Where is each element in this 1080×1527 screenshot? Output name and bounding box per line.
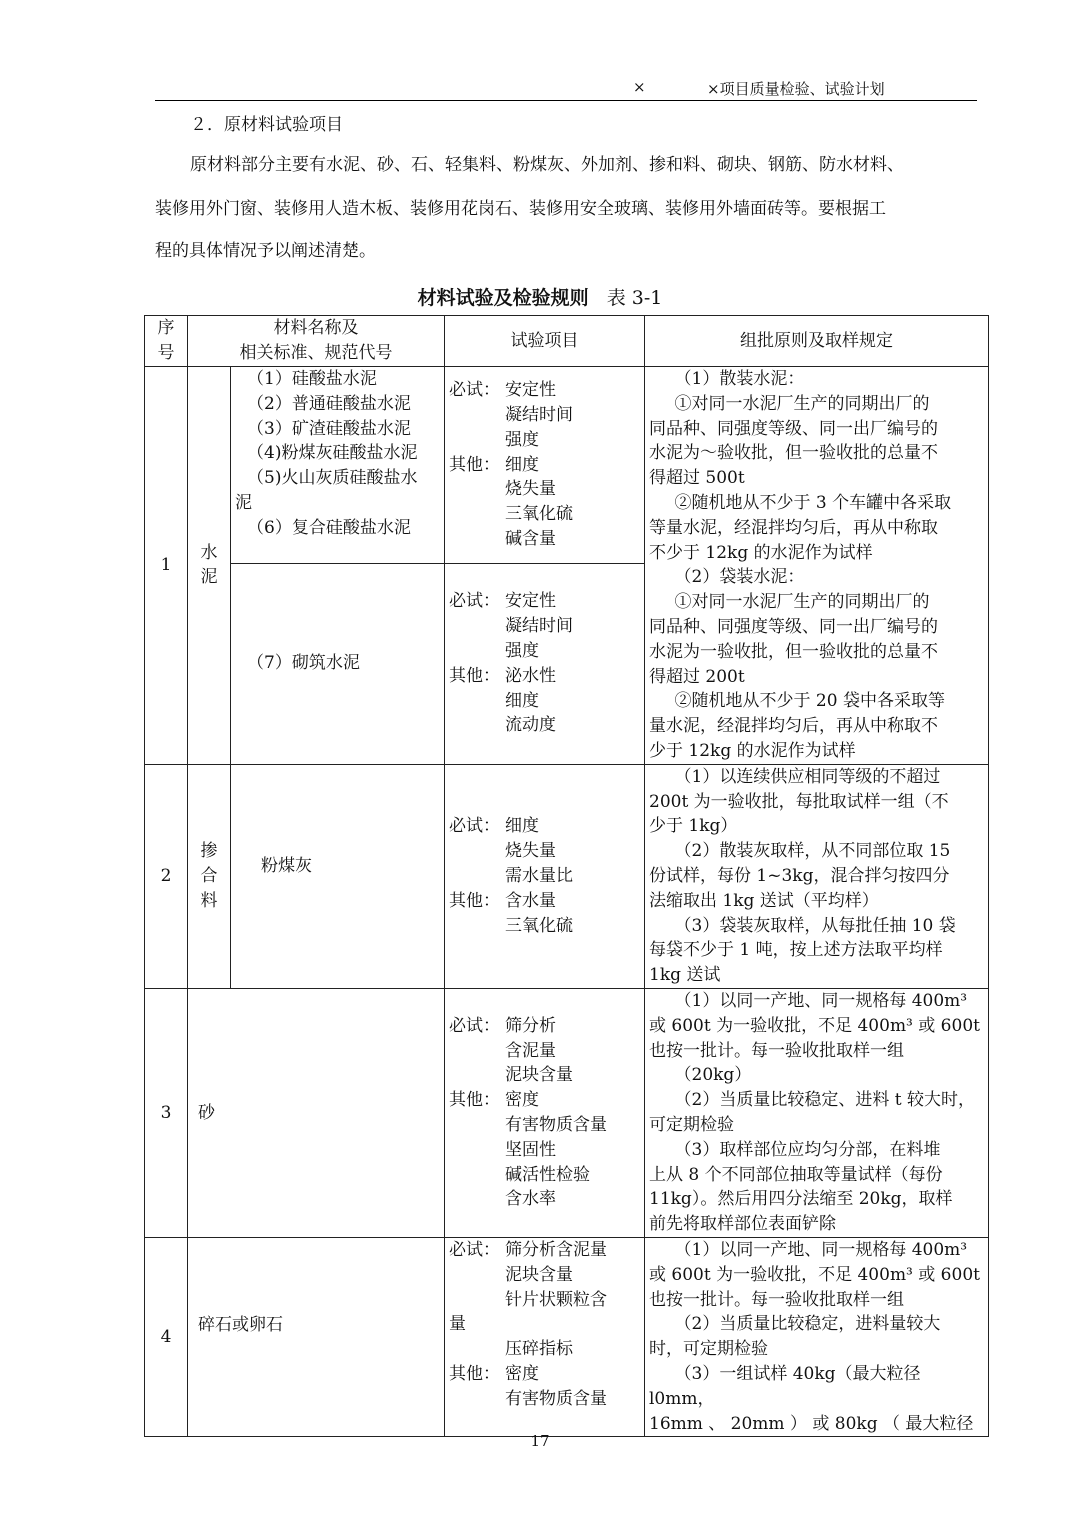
intro-line-3: 程的具体情况予以阐述清楚。 (155, 241, 376, 261)
other-test-group (449, 889, 640, 939)
text-line: 可定期检验 (649, 1114, 734, 1135)
other-test-group (449, 664, 640, 738)
row1-category (188, 367, 231, 765)
must-label: 必试： (449, 1239, 500, 1260)
text-line: （5)火山灰质硅酸盐水 (247, 468, 418, 489)
text-line: 烧失量 (505, 479, 556, 500)
text-line: 每袋不少于 1 吨，按上述方法取平均样 (649, 940, 943, 961)
text-line: 时，可定期检验 (649, 1339, 768, 1360)
row4-rules (645, 1237, 989, 1436)
header-name-line-1: 材料名称及 (273, 318, 359, 339)
row2-tests (445, 764, 645, 988)
text-line: （20kg） (674, 1065, 752, 1086)
text-line: 含泥量 (505, 1040, 556, 1061)
text-lines (505, 664, 640, 738)
text-line: 份试样，每份 1~3kg，混合拌匀按四分 (649, 865, 950, 886)
text-line: 得超过 500t (649, 468, 745, 489)
page-header (155, 78, 977, 101)
header-title: ×项目质量检验、试验计划 (707, 80, 885, 98)
text-line: 泥 (235, 492, 252, 513)
text-lines (235, 367, 440, 541)
row3-name (188, 988, 445, 1237)
text-line: 11kg）。然后用四分法缩至 20kg，取样 (649, 1189, 953, 1210)
text-line: （1）以同一产地、同一规格每 400m³ (674, 990, 968, 1011)
must-label: 必试： (449, 591, 500, 612)
text-line: 或 600t 为一验收批，不足 400m³ 或 600t (649, 1264, 980, 1285)
must-test-group (449, 378, 640, 452)
text-line: 泌水性 (505, 665, 556, 686)
must-test-group (449, 814, 640, 888)
row2-category-char-1: 掺 (200, 841, 218, 862)
row2-name (231, 764, 445, 988)
text-line: 有害物质含量 (505, 1388, 607, 1409)
must-label: 必试： (449, 1015, 500, 1036)
text-lines (649, 367, 984, 764)
row1-sub1-tests (445, 367, 645, 564)
must-label: 必试： (449, 380, 500, 401)
text-lines (505, 889, 640, 939)
text-line: 密度 (505, 1363, 539, 1384)
header-seq-line-2: 号 (157, 343, 175, 363)
text-line: 或 600t 为一验收批，不足 400m³ 或 600t (649, 1015, 980, 1036)
other-label: 其他： (449, 454, 500, 475)
text-line: 含水量 (505, 890, 556, 911)
text-line: 细度 (505, 690, 539, 711)
row1-seq: 1 (145, 367, 188, 765)
text-line: 同品种、同强度等级、同一出厂编号的 (649, 418, 938, 439)
text-line: 需水量比 (505, 865, 573, 886)
text-line: 1kg 送试 (649, 965, 721, 986)
text-lines (649, 1238, 984, 1436)
text-line: （1）硅酸盐水泥 (247, 369, 377, 389)
text-line: 细度 (505, 816, 539, 837)
row1-sub2-name (231, 563, 445, 764)
text-lines (505, 1238, 640, 1312)
text-line: ①对同一水泥厂生产的同期出厂的 (674, 393, 930, 414)
must-test-group (449, 1238, 640, 1312)
text-line: 筛分析含泥量 (505, 1239, 607, 1260)
text-line: 细度 (505, 454, 539, 475)
text-line: 安定性 (505, 591, 556, 612)
section-title: ２．原材料试验项目 (190, 115, 343, 135)
text-line: 坚固性 (505, 1139, 556, 1160)
row1-sub1-names (231, 367, 445, 564)
text-line: 前先将取样部位表面铲除 (649, 1214, 836, 1235)
header-seq-line-1: 序 (157, 318, 175, 339)
other-label: 其他： (449, 665, 500, 686)
header-name-line-2: 相关标准、规范代号 (239, 343, 393, 363)
row4-name (188, 1237, 445, 1436)
text-line: 等量水泥，经混拌均匀后，再从中称取 (649, 517, 938, 538)
text-line: 泥块含量 (505, 1065, 573, 1086)
text-lines (649, 765, 984, 988)
table-title: 材料试验及检验规则 (417, 287, 589, 309)
text-line: （2）当质量比较稳定，进料量较大 (674, 1314, 941, 1335)
text-line: 同品种、同强度等级、同一出厂编号的 (649, 616, 938, 637)
text-line: ②随机地从不少于 3 个车罐中各采取 (674, 492, 952, 513)
header-test-items: 试验项目 (445, 316, 645, 367)
row3-seq: 3 (145, 988, 188, 1237)
intro-line-2: 装修用外门窗、装修用人造木板、装修用花岗石、装修用安全玻璃、装修用外墙面砖等。要根据工 (155, 199, 886, 219)
row2-category-char-3: 料 (200, 890, 218, 911)
text-line: 凝结时间 (505, 616, 573, 637)
text-lines (505, 814, 640, 888)
row2-category (188, 764, 231, 988)
text-line: （1）以同一产地、同一规格每 400m³ (674, 1239, 968, 1260)
row4-seq: 4 (145, 1237, 188, 1436)
intro-line-1: 原材料部分主要有水泥、砂、石、轻集料、粉煤灰、外加剂、掺和料、砌块、钢筋、防水材料、 (190, 155, 904, 175)
text-line: （6）复合硅酸盐水泥 (247, 517, 411, 538)
text-line: 流动度 (505, 715, 556, 736)
row1-category-char-1: 水 (200, 542, 218, 563)
text-line: 含水率 (505, 1189, 556, 1210)
text-line: （3）袋装灰取样，从每批任抽 10 袋 (674, 915, 956, 936)
text-line: 水泥为一验收批，但一验收批的总量不 (649, 641, 938, 662)
table-row (145, 367, 989, 564)
must-wrap-text: 量 (449, 1314, 466, 1335)
text-line: 得超过 200t (649, 666, 745, 687)
text-line: 安定性 (505, 380, 556, 401)
must-after-text: 压碎指标 (505, 1339, 573, 1360)
row2-seq: 2 (145, 764, 188, 988)
row4-name-text: 碎石或卵石 (198, 1314, 283, 1335)
row4-tests (445, 1237, 645, 1436)
text-lines (505, 1088, 640, 1212)
text-line: 筛分析 (505, 1015, 556, 1036)
text-line: （2）散装灰取样，从不同部位取 15 (674, 841, 951, 862)
text-line: 也按一批计。每一验收批取样一组 (649, 1289, 904, 1310)
text-line: 量水泥，经混拌均匀后，再从中称取不 (649, 716, 938, 737)
text-line: （2）普通硅酸盐水泥 (247, 393, 411, 414)
text-line: 也按一批计。每一验收批取样一组 (649, 1040, 904, 1061)
text-line: 法缩取出 1kg 送试（平均样） (649, 890, 879, 911)
row1-sub2-name-text: （7）砌筑水泥 (247, 653, 360, 674)
row1-rules (645, 367, 989, 765)
text-line: 不少于 12kg 的水泥作为试样 (649, 542, 873, 563)
text-line: 少于 1kg） (649, 816, 738, 837)
table-caption (0, 283, 1080, 310)
text-line: 16mm 、 20mm ） 或 80kg （ 最大粒径 (649, 1413, 974, 1434)
text-line: 碱含量 (505, 528, 556, 549)
text-line: 强度 (505, 429, 539, 450)
must-test-group (449, 1014, 640, 1088)
text-line: 水泥为～验收批，但一验收批的总量不 (649, 443, 938, 464)
row2-name-text: 粉煤灰 (261, 855, 312, 876)
table-row (145, 1237, 989, 1436)
text-lines (505, 589, 640, 663)
text-line: 上从 8 个不同部位抽取等量试样（每份 (649, 1164, 943, 1185)
must-label: 必试： (449, 816, 500, 837)
text-line: 200t 为一验收批，每批取试样一组（不 (649, 791, 949, 812)
text-line: （3）取样部位应均匀分部，在料堆 (674, 1139, 941, 1160)
row2-rules (645, 764, 989, 988)
other-test-group (449, 1088, 640, 1212)
text-line: （1）散装水泥： (674, 369, 805, 389)
text-line: 泥块含量 (505, 1264, 573, 1285)
text-lines (505, 1014, 640, 1088)
page-number: 17 (530, 1432, 550, 1450)
text-line: （1）以连续供应相同等级的不超过 (674, 766, 941, 787)
text-line: （4)粉煤灰硅酸盐水泥 (247, 443, 418, 464)
text-line: 强度 (505, 641, 539, 661)
other-test-group (449, 1362, 640, 1412)
row2-category-char-2: 合 (200, 865, 218, 886)
text-line: 三氧化硫 (505, 915, 573, 936)
row3-name-text: 砂 (198, 1102, 215, 1123)
text-line: 有害物质含量 (505, 1114, 607, 1135)
text-line: ②随机地从不少于 20 袋中各采取等 (674, 691, 945, 712)
other-label: 其他： (449, 890, 500, 911)
text-line: 烧失量 (505, 841, 556, 862)
text-lines (505, 1362, 640, 1412)
row1-category-char-2: 泥 (200, 567, 218, 588)
text-lines (649, 989, 984, 1237)
text-line: （2）袋装水泥： (674, 567, 805, 588)
header-seq (145, 316, 188, 367)
must-test-group (449, 589, 640, 663)
table-number: 表 3-1 (606, 287, 663, 309)
text-lines (505, 453, 640, 552)
row3-rules (645, 988, 989, 1237)
text-line: 凝结时间 (505, 404, 573, 425)
text-line: 密度 (505, 1090, 539, 1111)
row3-tests (445, 988, 645, 1237)
text-lines (505, 378, 640, 452)
row1-sub2-tests (445, 563, 645, 764)
text-line: ①对同一水泥厂生产的同期出厂的 (674, 592, 930, 613)
header-material-name (188, 316, 445, 367)
table-header-row (145, 316, 989, 367)
other-test-group (449, 453, 640, 552)
must-after-group (449, 1337, 640, 1362)
text-line: 三氧化硫 (505, 504, 573, 525)
header-rules: 组批原则及取样规定 (645, 316, 989, 367)
table-row (145, 764, 989, 988)
other-label: 其他： (449, 1363, 500, 1384)
text-line: 少于 12kg 的水泥作为试样 (649, 740, 856, 761)
text-line: （2）当质量比较稳定、进料 t 较大时， (674, 1090, 975, 1111)
text-line: （3）矿渣硅酸盐水泥 (247, 418, 411, 439)
header-mark: × (633, 78, 646, 96)
other-label: 其他： (449, 1090, 500, 1111)
materials-table (144, 315, 989, 1437)
text-line: 碱活性检验 (505, 1164, 590, 1185)
text-line: （3）一组试样 40kg（最大粒径 l0mm， (649, 1363, 921, 1409)
table-row (145, 988, 989, 1237)
text-line: 针片状颗粒含 (505, 1289, 607, 1310)
